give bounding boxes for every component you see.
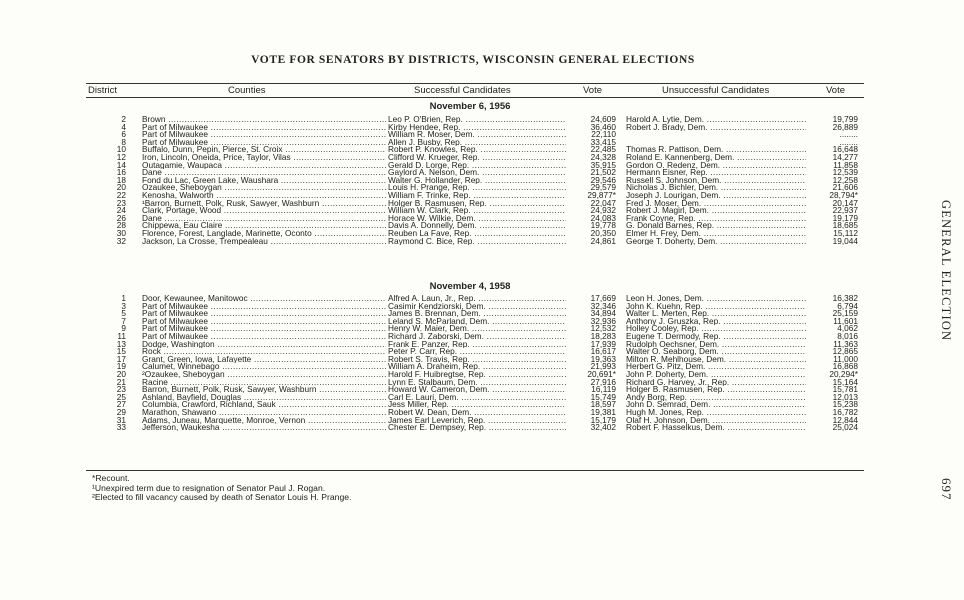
cell-unsuccessful: Frank Coyne, Rep. ..... xyxy=(626,215,806,223)
cell-uvote: 15,781 xyxy=(832,386,858,394)
cell-uvote: 14,277 xyxy=(832,153,858,162)
table-row xyxy=(86,192,864,200)
cell-vote: 19,778 xyxy=(590,222,616,230)
footnote-2: ²Elected to fill vacancy caused by death of Senator Louis H. Prange. xyxy=(92,492,352,503)
election-date-1956: November 6, 1956 xyxy=(429,101,511,112)
cell-unsuccessful: Fred J. Moser, Dem. ..... xyxy=(626,200,806,208)
cell-uvote: 18,685 xyxy=(832,222,858,230)
page-title: VOTE FOR SENATORS BY DISTRICTS, WISCONSIN GENERAL ELECTIONS xyxy=(251,54,695,66)
cell-district: 8 xyxy=(121,138,126,147)
cell-counties: Buffalo, Dunn, Pepin, Pierce, St. Croix ..... xyxy=(142,146,386,154)
table-row xyxy=(86,177,864,185)
cell-counties: Fond du Lac, Green Lake, Waushara ..... xyxy=(142,177,386,185)
cell-successful: Henry W. Maier, Dem. ..... xyxy=(388,325,566,333)
cell-district: 10 xyxy=(116,146,126,154)
cell-uvote: 11,858 xyxy=(833,161,858,170)
cell-district: 21 xyxy=(116,378,126,387)
cell-successful: Peter P. Carr, Rep. ..... xyxy=(388,348,566,356)
cell-vote: 17,939 xyxy=(590,340,616,349)
cell-successful: Reuben La Fave, Rep. ..... xyxy=(388,230,566,238)
cell-vote: 20,691* xyxy=(587,370,616,379)
side-heading xyxy=(938,200,964,400)
cell-counties: Dane ..... xyxy=(142,169,386,177)
cell-unsuccessful: Rudolph Oechsner, Dem. ..... xyxy=(626,341,806,349)
cell-unsuccessful: Milton R. Mehlhouse, Dem. ..... xyxy=(626,356,806,364)
cell-counties: Part of Milwaukee ..... xyxy=(142,124,386,132)
cell-uvote: 12,013 xyxy=(832,393,858,402)
cell-district: 29 xyxy=(116,408,126,417)
cell-district: 13 xyxy=(116,340,126,349)
cell-vote: 29,579 xyxy=(590,184,616,192)
table-row xyxy=(86,154,864,162)
cell-vote: 19,363 xyxy=(590,355,616,364)
cell-uvote: 16,382 xyxy=(832,295,858,303)
cell-district: 2 xyxy=(121,116,126,124)
footnotes xyxy=(92,474,351,503)
cell-district: 7 xyxy=(121,317,126,326)
cell-uvote: 12,865 xyxy=(832,348,858,356)
cell-district: 30 xyxy=(116,229,126,238)
cell-unsuccessful: G. Donald Barnes, Rep. ..... xyxy=(626,222,806,230)
cell-uvote: 8,016 xyxy=(837,332,858,341)
table-row xyxy=(86,207,864,215)
table-row xyxy=(86,409,864,417)
cell-unsuccessful: Walter L. Merten, Rep. ..... xyxy=(626,310,806,318)
table-row xyxy=(86,200,864,208)
cell-successful: James B. Brennan, Dem. ..... xyxy=(388,310,566,318)
cell-successful: Holger B. Rasmusen, Rep. ..... xyxy=(388,200,566,208)
cell-counties: Ozaukee, Sheboygan ..... xyxy=(142,184,386,192)
cell-counties: Door, Kewaunee, Manitowoc ..... xyxy=(142,295,386,303)
cell-successful: Clifford W. Krueger, Rep. ..... xyxy=(388,154,566,162)
cell-vote: 22,047 xyxy=(590,199,616,208)
cell-counties: Brown ..... xyxy=(142,116,386,124)
cell-unsuccessful: Richard G. Harvey, Jr., Rep. ..... xyxy=(626,379,806,387)
cell-uvote: 25,159 xyxy=(832,310,858,318)
cell-counties: Part of Milwaukee ..... xyxy=(142,325,386,333)
table-row xyxy=(86,325,864,333)
cell-district: 25 xyxy=(116,393,126,402)
header-rule-top xyxy=(86,83,864,84)
table-row xyxy=(86,124,864,132)
cell-uvote: 16,782 xyxy=(832,408,858,417)
cell-unsuccessful: Anthony J. Gruszka, Rep. ..... xyxy=(626,318,806,326)
cell-district: 20 xyxy=(116,370,126,379)
cell-uvote: 11,000 xyxy=(833,355,858,364)
cell-counties: Dane ..... xyxy=(142,215,386,223)
table-row xyxy=(86,401,864,409)
cell-vote: 18,283 xyxy=(590,332,616,341)
cell-vote: 35,915 xyxy=(590,161,616,170)
cell-uvote: 16,648 xyxy=(832,146,858,154)
table-row xyxy=(86,424,864,432)
cell-successful: Leland S. McParland, Dem. ..... xyxy=(388,318,566,326)
cell-district: 33 xyxy=(116,424,126,432)
table-row xyxy=(86,341,864,349)
cell-district: 23 xyxy=(116,386,126,394)
header-vote-unsuccessful: Vote xyxy=(826,85,846,96)
cell-successful: William A. Draheim, Rep. ..... xyxy=(388,363,566,371)
cell-unsuccessful: Herbert G. Pitz, Dem. ..... xyxy=(626,363,806,371)
header-unsuccessful-candidates: Unsuccessful Candidates xyxy=(662,85,770,96)
cell-uvote: 21,606 xyxy=(832,184,858,192)
cell-uvote: 20,147 xyxy=(832,199,858,208)
table-row xyxy=(86,238,864,246)
cell-uvote: 19,799 xyxy=(832,116,858,124)
cell-counties: Kenosha, Walworth ..... xyxy=(142,192,386,200)
cell-successful: Louis H. Prange, Rep. ..... xyxy=(388,184,566,192)
cell-vote: 12,532 xyxy=(590,325,616,333)
cell-vote: 15,749 xyxy=(590,393,616,402)
cell-unsuccessful: Elmer H. Frey, Dem. ..... xyxy=(626,230,806,238)
table-row xyxy=(86,318,864,326)
cell-district: 11 xyxy=(117,332,126,341)
cell-uvote: 15,238 xyxy=(832,401,858,409)
cell-unsuccessful: Nicholas J. Bichler, Dem. ..... xyxy=(626,184,806,192)
table-row xyxy=(86,139,864,147)
cell-unsuccessful: Gordon O. Redenz, Dem. ..... xyxy=(626,162,806,170)
header-district: District xyxy=(88,85,118,96)
side-heading-text: GENERAL ELECTION xyxy=(939,200,953,342)
cell-successful: Raymond C. Bice, Rep. ..... xyxy=(388,238,566,246)
cell-vote: 18,597 xyxy=(590,401,616,409)
cell-uvote: 12,258 xyxy=(832,176,858,185)
cell-vote: 33,415 xyxy=(590,138,616,147)
cell-successful: Harold F. Huibregtse, Rep. ..... xyxy=(388,371,566,379)
cell-vote: 29,546 xyxy=(590,176,616,185)
cell-vote: 16,617 xyxy=(590,348,616,356)
cell-successful: Alfred A. Laun, Jr., Rep. ..... xyxy=(388,295,566,303)
cell-vote: 34,894 xyxy=(590,310,616,318)
cell-uvote: 19,044 xyxy=(832,237,858,246)
cell-vote: 24,083 xyxy=(590,214,616,223)
cell-successful: Walter G. Hollander, Rep. ..... xyxy=(388,177,566,185)
cell-counties: Jefferson, Waukesha ..... xyxy=(142,424,386,432)
cell-counties: Adams, Juneau, Marquette, Monroe, Vernon ..... xyxy=(142,417,386,425)
table-row xyxy=(86,303,864,311)
cell-counties: Chippewa, Eau Claire ..... xyxy=(142,222,386,230)
cell-successful: Horace W. Wilkie, Dem. ..... xyxy=(388,215,566,223)
cell-vote: 27,916 xyxy=(590,378,616,387)
cell-unsuccessful: Robert J. Magirl, Dem. ..... xyxy=(626,207,806,215)
cell-unsuccessful: Hugh M. Jones, Rep. ..... xyxy=(626,409,806,417)
cell-unsuccessful: Joseph J. Lourigan, Dem. ..... xyxy=(626,192,806,200)
cell-vote: 19,381 xyxy=(590,408,616,417)
cell-counties: Clark, Portage, Wood ..... xyxy=(142,207,386,215)
cell-unsuccessful: Holger B. Rasmusen, Rep. ..... xyxy=(626,386,806,394)
cell-district: 32 xyxy=(116,237,126,246)
cell-district: 4 xyxy=(121,123,126,132)
cell-district: 1 xyxy=(121,295,126,303)
cell-successful: Robert S. Travis, Rep. ..... xyxy=(388,356,566,364)
cell-vote: 22,110 xyxy=(591,131,616,139)
table-row xyxy=(86,386,864,394)
cell-uvote: 12,844 xyxy=(832,416,858,425)
cell-district: 16 xyxy=(116,169,126,177)
cell-unsuccessful: Andy Borg, Rep. ..... xyxy=(626,394,806,402)
cell-vote: 36,460 xyxy=(590,123,616,132)
cell-unsuccessful: Roland E. Kannenberg, Dem. ..... xyxy=(626,154,806,162)
cell-unsuccessful: Leon H. Jones, Dem. ..... xyxy=(626,295,806,303)
cell-uvote: 28,794* xyxy=(829,191,858,200)
cell-counties: Dodge, Washington ..... xyxy=(142,341,386,349)
cell-counties: Part of Milwaukee ..... xyxy=(142,318,386,326)
cell-district: 17 xyxy=(116,355,126,364)
header-successful-candidates: Successful Candidates xyxy=(414,85,511,96)
cell-counties: Florence, Forest, Langlade, Marinette, Oconto ..... xyxy=(142,230,386,238)
cell-uvote: 22,937 xyxy=(832,207,858,215)
cell-successful: Frank E. Panzer, Rep. ..... xyxy=(388,341,566,349)
cell-uvote: ........ xyxy=(839,131,858,139)
table-row xyxy=(86,363,864,371)
cell-counties: Part of Milwaukee ..... xyxy=(142,310,386,318)
cell-counties: ²Ozaukee, Sheboygan ..... xyxy=(142,371,386,379)
table-row xyxy=(86,131,864,139)
table-row xyxy=(86,230,864,238)
table-row xyxy=(86,394,864,402)
cell-uvote: 6,794 xyxy=(837,302,858,311)
cell-successful: Lynn E. Stalbaum, Dem. ..... xyxy=(388,379,566,387)
cell-district: 15 xyxy=(116,348,126,356)
footnote-recount: *Recount. xyxy=(92,473,130,483)
cell-district: 20 xyxy=(116,184,126,192)
cell-successful: William R. Moser, Dem. ..... xyxy=(388,131,566,139)
cell-vote: 24,932 xyxy=(590,207,616,215)
page-number: 697 xyxy=(939,478,954,501)
cell-district: 9 xyxy=(121,325,126,333)
cell-vote: 32,936 xyxy=(590,317,616,326)
header-counties: Counties xyxy=(228,85,266,96)
cell-district: 23 xyxy=(116,199,126,208)
table-row xyxy=(86,162,864,170)
cell-vote: 32,402 xyxy=(590,424,616,432)
cell-successful: Leo P. O'Brien, Rep. ..... xyxy=(388,116,566,124)
cell-successful: Jess Miller, Rep. ..... xyxy=(388,401,566,409)
cell-counties: Ashland, Bayfield, Douglas ..... xyxy=(142,394,386,402)
header-rule-bottom xyxy=(86,97,864,98)
cell-counties: Part of Milwaukee ..... xyxy=(142,131,386,139)
cell-district: 22 xyxy=(116,191,126,200)
cell-unsuccessful: Robert J. Brady, Dem. ..... xyxy=(626,124,806,132)
cell-successful: Gerald D. Lorge, Rep. ..... xyxy=(388,162,566,170)
cell-counties: Calumet, Winnebago ..... xyxy=(142,363,386,371)
table-row xyxy=(86,215,864,223)
cell-district: 19 xyxy=(116,363,126,371)
cell-successful: Howard W. Cameron, Dem. ..... xyxy=(388,386,566,394)
cell-counties: Racine ..... xyxy=(142,379,386,387)
cell-successful: William F. Trinke, Rep. ..... xyxy=(388,192,566,200)
cell-successful: Chester E. Dempsey, Rep. ..... xyxy=(388,424,566,432)
cell-successful: James Earl Leverich, Rep. ..... xyxy=(388,417,566,425)
cell-uvote: 15,164 xyxy=(832,378,858,387)
cell-uvote: 4,062 xyxy=(837,325,858,333)
cell-uvote: 12,539 xyxy=(832,169,858,177)
table-row xyxy=(86,184,864,192)
cell-district: 27 xyxy=(116,401,126,409)
cell-uvote: 15,112 xyxy=(833,229,858,238)
table-row xyxy=(86,333,864,341)
cell-counties: Part of Milwaukee ..... xyxy=(142,139,386,147)
cell-unsuccessful: Holley Cooley, Rep. ..... xyxy=(626,325,806,333)
cell-unsuccessful: George T. Doherty, Dem. ..... xyxy=(626,238,806,246)
cell-vote: 24,861 xyxy=(590,237,616,246)
cell-vote: 17,669 xyxy=(590,295,616,303)
cell-district: 12 xyxy=(116,153,126,162)
cell-uvote: 19,179 xyxy=(832,214,858,223)
cell-uvote: 11,363 xyxy=(833,340,858,349)
cell-unsuccessful: John K. Kuehn, Rep. ..... xyxy=(626,303,806,311)
cell-uvote: 16,868 xyxy=(832,363,858,371)
cell-unsuccessful: Walter O. Seaborg, Dem. ..... xyxy=(626,348,806,356)
cell-successful: Casimir Kendziorski, Dem. ..... xyxy=(388,303,566,311)
cell-vote: 16,119 xyxy=(591,386,616,394)
cell-counties: Columbia, Crawford, Richland, Sauk ..... xyxy=(142,401,386,409)
cell-vote: 29,877* xyxy=(587,191,616,200)
footnote-1: ¹Unexpired term due to resignation of Senator Paul J. Rogan. xyxy=(92,482,326,493)
cell-successful: Davis A. Donnelly, Dem. ..... xyxy=(388,222,566,230)
cell-unsuccessful: Robert F. Hasselkus, Dem. ..... xyxy=(626,424,806,432)
cell-successful: Gaylord A. Nelson, Dem. ..... xyxy=(388,169,566,177)
table-row xyxy=(86,417,864,425)
table-row xyxy=(86,379,864,387)
cell-counties: Iron, Lincoln, Oneida, Price, Taylor, Vilas ..... xyxy=(142,154,386,162)
table-rule-bottom xyxy=(86,470,864,471)
cell-district: 26 xyxy=(116,214,126,223)
cell-unsuccessful: John P. Doherty, Dem. ..... xyxy=(626,371,806,379)
table-row xyxy=(86,371,864,379)
cell-district: 31 xyxy=(116,416,126,425)
cell-unsuccessful: Eugene T. Dermody, Rep. ..... xyxy=(626,333,806,341)
cell-uvote: 25,024 xyxy=(832,424,858,432)
cell-district: 14 xyxy=(116,161,126,170)
table-body-1958 xyxy=(86,295,864,432)
cell-successful: Richard J. Zaborski, Dem. ..... xyxy=(388,333,566,341)
cell-successful: Allen J. Busby, Rep. ..... xyxy=(388,139,566,147)
cell-vote: 21,502 xyxy=(590,169,616,177)
cell-unsuccessful: Hermann Eisner, Rep. ..... xyxy=(626,169,806,177)
cell-successful: Robert P. Knowles, Rep. ..... xyxy=(388,146,566,154)
cell-vote: 32,346 xyxy=(590,302,616,311)
header-vote: Vote xyxy=(583,85,603,96)
cell-district: 6 xyxy=(121,131,126,139)
cell-unsuccessful: Harold A. Lytie, Dem. ..... xyxy=(626,116,806,124)
table-body-1956 xyxy=(86,116,864,245)
cell-vote: 21,993 xyxy=(590,363,616,371)
cell-successful: Kirby Hendee, Rep. ..... xyxy=(388,124,566,132)
cell-uvote: 26,889 xyxy=(832,123,858,132)
cell-unsuccessful: John D. Semrad, Dem. ..... xyxy=(626,401,806,409)
table-row xyxy=(86,310,864,318)
cell-unsuccessful: Russell S. Johnson, Dem. ..... xyxy=(626,177,806,185)
cell-unsuccessful: Olaf H. Johnson, Dem. ..... xyxy=(626,417,806,425)
cell-uvote: 11,601 xyxy=(833,317,858,326)
table-row xyxy=(86,169,864,177)
cell-district: 18 xyxy=(116,176,126,185)
cell-successful: Carl E. Lauri, Dem. ..... xyxy=(388,394,566,402)
cell-vote: 22,485 xyxy=(590,146,616,154)
cell-counties: Grant, Green, Iowa, Lafayette ..... xyxy=(142,356,386,364)
cell-district: 28 xyxy=(116,222,126,230)
cell-district: 24 xyxy=(116,207,126,215)
table-row xyxy=(86,146,864,154)
table-row xyxy=(86,295,864,303)
cell-counties: Outagamie, Waupaca ..... xyxy=(142,162,386,170)
cell-district: 5 xyxy=(121,310,126,318)
cell-district: 3 xyxy=(121,302,126,311)
cell-uvote: 20,294* xyxy=(829,370,858,379)
cell-counties: Marathon, Shawano ..... xyxy=(142,409,386,417)
cell-vote: 24,609 xyxy=(590,116,616,124)
cell-unsuccessful: Thomas R. Pattison, Dem. ..... xyxy=(626,146,806,154)
table-row xyxy=(86,348,864,356)
cell-successful: Robert W. Dean, Dem. ..... xyxy=(388,409,566,417)
election-date-1958: November 4, 1958 xyxy=(429,281,511,292)
table-row xyxy=(86,222,864,230)
table-row xyxy=(86,116,864,124)
cell-uvote: ........ xyxy=(839,138,858,147)
table-row xyxy=(86,356,864,364)
cell-counties: Part of Milwaukee ..... xyxy=(142,333,386,341)
cell-counties: Rock ..... xyxy=(142,348,386,356)
cell-counties: Jackson, La Crosse, Trempealeau ..... xyxy=(142,238,386,246)
cell-vote: 24,328 xyxy=(590,153,616,162)
cell-vote: 20,350 xyxy=(590,229,616,238)
cell-counties: Barron, Burnett, Polk, Rusk, Sawyer, Washburn ..... xyxy=(142,386,386,394)
cell-vote: 15,179 xyxy=(590,416,616,425)
cell-successful: William W. Clark, Rep. ..... xyxy=(388,207,566,215)
cell-counties: ¹Barron, Burnett, Polk, Rusk, Sawyer, Washburn ..... xyxy=(142,200,386,208)
cell-counties: Part of Milwaukee ..... xyxy=(142,303,386,311)
